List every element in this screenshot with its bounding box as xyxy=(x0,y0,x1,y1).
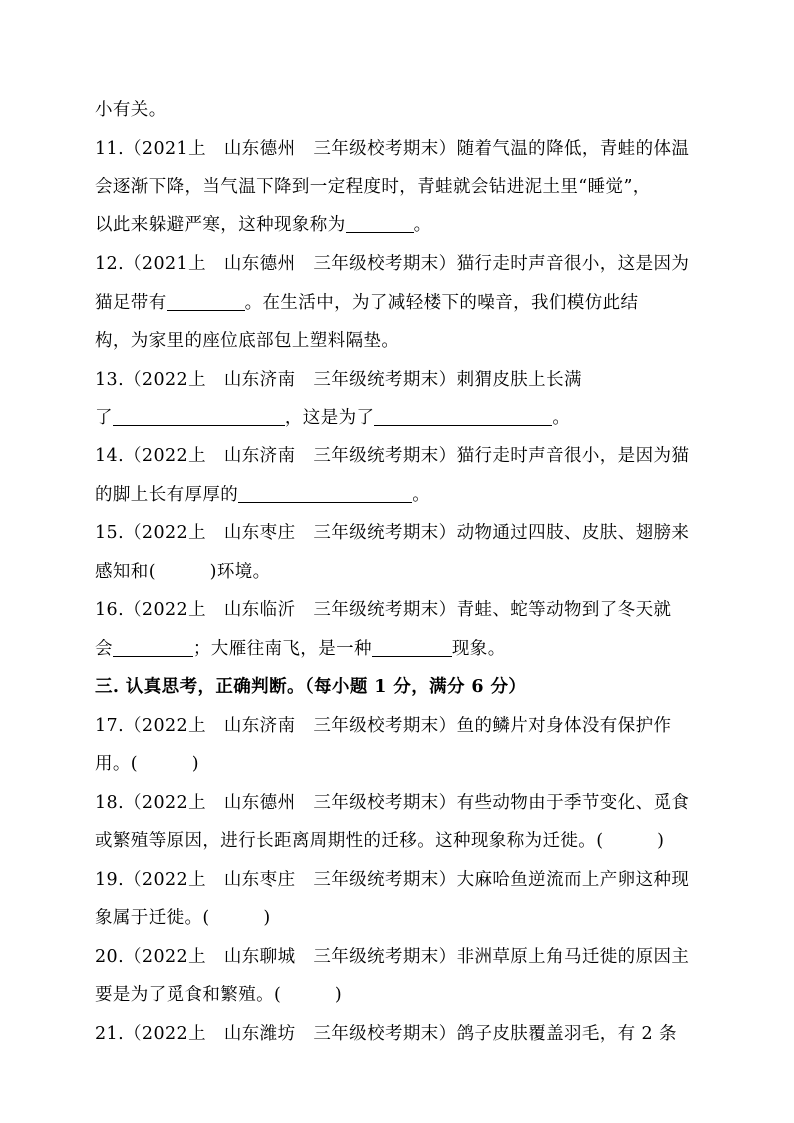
question-text: ，这是为了 xyxy=(284,408,375,428)
question-14 xyxy=(95,442,689,467)
question-11 xyxy=(95,135,689,160)
question-text: 14.（2022上 山东济南 三年级统考期末）猫行走时声音很小，是因为猫 xyxy=(95,446,690,466)
question-text: 现象。 xyxy=(451,639,506,659)
answer-blank[interactable] xyxy=(372,638,452,657)
question-text: 或繁殖等原因，进行长距离周期性的迁移。这种现象称为迁徙。( ) xyxy=(95,831,665,851)
question-text: 以此来躲避严寒，这种现象称为 xyxy=(95,215,346,235)
question-19 xyxy=(95,866,689,891)
question-18-line2 xyxy=(95,827,664,852)
question-text: 。 xyxy=(412,485,431,505)
section-title: 三. 认真思考，正确判断。（每小题 1 分，满分 6 分） xyxy=(95,677,527,697)
question-text: 13.（2022上 山东济南 三年级统考期末）刺猬皮肤上长满 xyxy=(95,370,582,390)
question-text: 12.（2021上 山东德州 三年级校考期末）猫行走时声音很小，这是因为 xyxy=(95,254,690,274)
question-text: 感知和( )环境。 xyxy=(95,562,271,582)
question-12-line2 xyxy=(95,289,638,314)
question-16-line2 xyxy=(95,635,506,660)
question-12-line3 xyxy=(95,327,399,352)
question-text: 会逐渐下降，当气温下降到一定程度时，青蛙就会钻进泥土里“睡觉”， xyxy=(95,177,651,197)
question-text: 16.（2022上 山东临沂 三年级统考期末）青蛙、蛇等动物到了冬天就 xyxy=(95,600,672,620)
question-text: 象属于迁徙。( ) xyxy=(95,908,271,928)
question-text: 17.（2022上 山东济南 三年级校考期末）鱼的鳞片对身体没有保护作 xyxy=(95,716,672,736)
question-text: 。 xyxy=(413,215,432,235)
answer-blank[interactable] xyxy=(113,638,193,657)
question-19-line2 xyxy=(95,904,271,929)
question-text: 21.（2022上 山东潍坊 三年级校考期末）鸽子皮肤覆盖羽毛，有 2 条 xyxy=(95,1024,677,1044)
answer-blank[interactable] xyxy=(113,407,285,426)
question-text: 。 xyxy=(552,408,571,428)
answer-blank[interactable] xyxy=(238,484,412,503)
question-16 xyxy=(95,596,671,621)
question-11-line2 xyxy=(95,173,651,198)
question-text: 18.（2022上 山东德州 三年级校考期末）有些动物由于季节变化、觅食 xyxy=(95,793,690,813)
text-line xyxy=(95,96,167,121)
answer-blank[interactable] xyxy=(346,214,414,233)
question-text: 要是为了觅食和繁殖。( ) xyxy=(95,985,343,1005)
text: 小有关。 xyxy=(95,100,167,120)
question-13-line2 xyxy=(95,404,570,429)
question-text: 。在生活中，为了减轻楼下的噪音，我们模仿此结 xyxy=(244,293,639,313)
section-heading xyxy=(95,673,526,698)
question-17-line2 xyxy=(95,750,199,775)
question-18 xyxy=(95,789,689,814)
question-text: 用。( ) xyxy=(95,754,199,774)
question-12 xyxy=(95,250,689,275)
question-text: 15.（2022上 山东枣庄 三年级统考期末）动物通过四肢、皮肤、翅膀来 xyxy=(95,523,690,543)
question-21 xyxy=(95,1020,677,1045)
question-text: 了 xyxy=(95,408,113,428)
question-13 xyxy=(95,366,582,391)
question-11-line3 xyxy=(95,211,432,236)
question-15-line2 xyxy=(95,558,271,583)
question-text: 构，为家里的座位底部包上塑料隔垫。 xyxy=(95,331,400,351)
question-text: 20.（2022上 山东聊城 三年级统考期末）非洲草原上角马迁徙的原因主 xyxy=(95,947,690,967)
answer-blank[interactable] xyxy=(167,292,245,311)
answer-blank[interactable] xyxy=(374,407,552,426)
question-text: ；大雁往南飞，是一种 xyxy=(192,639,372,659)
question-text: 猫足带有 xyxy=(95,293,167,313)
question-text: 19.（2022上 山东枣庄 三年级统考期末）大麻哈鱼逆流而上产卵这种现 xyxy=(95,870,690,890)
question-text: 的脚上长有厚厚的 xyxy=(95,485,239,505)
question-17 xyxy=(95,712,671,737)
question-text: 11.（2021上 山东德州 三年级校考期末）随着气温的降低，青蛙的体温 xyxy=(95,139,690,159)
question-14-line2 xyxy=(95,481,430,506)
question-text: 会 xyxy=(95,639,113,659)
question-20 xyxy=(95,943,689,968)
question-15 xyxy=(95,519,689,544)
question-20-line2 xyxy=(95,981,342,1006)
